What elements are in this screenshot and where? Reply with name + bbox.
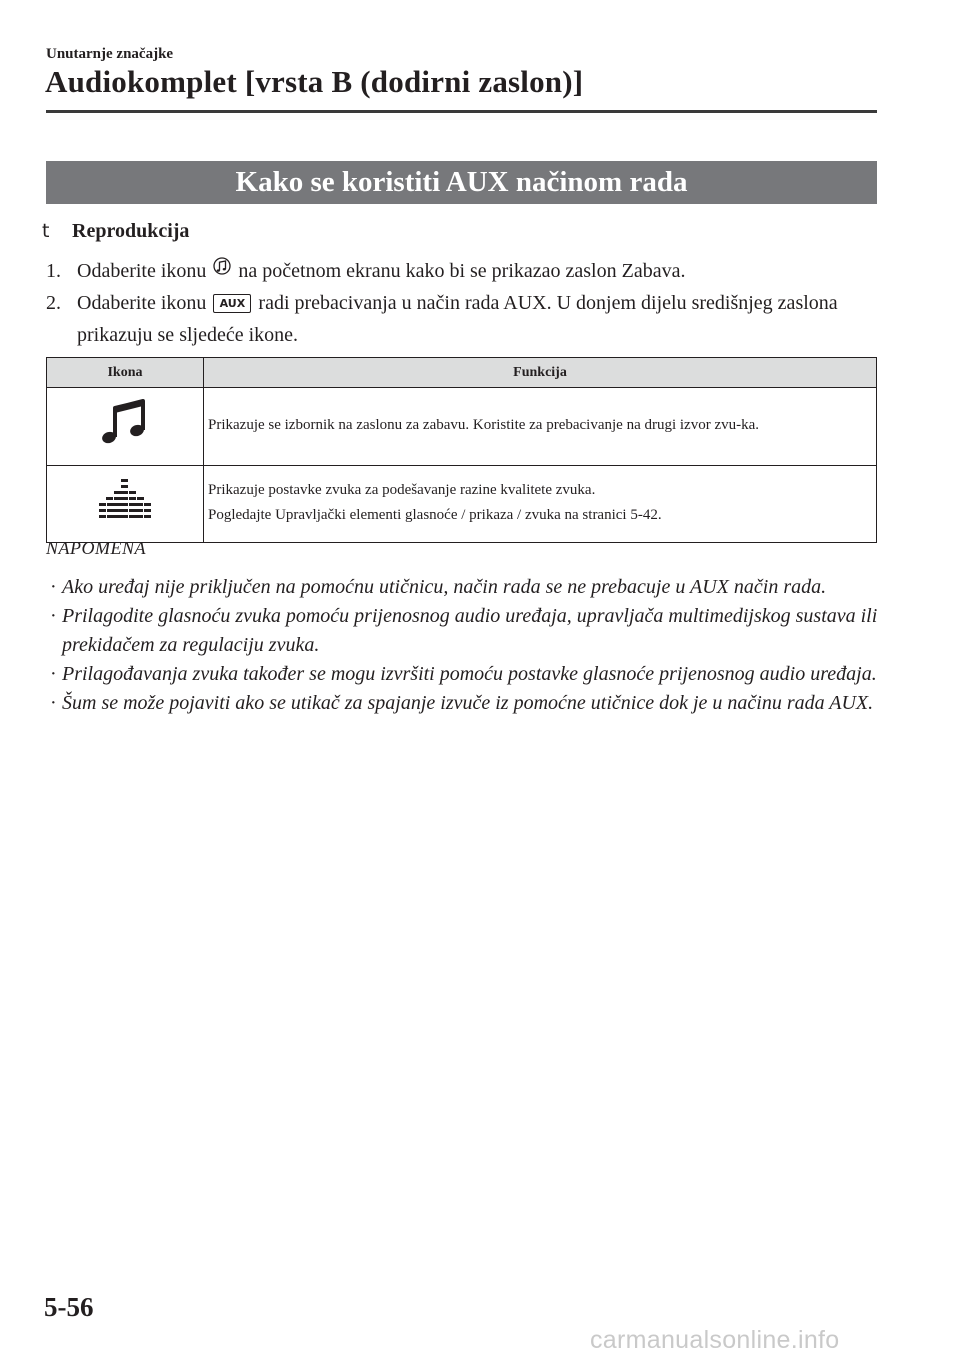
watermark: carmanualsonline.info xyxy=(590,1326,840,1354)
table-description-line: Pogledajte Upravljački elementi glasnoće / prikaza / zvuka na stranici 5-42. xyxy=(208,507,662,523)
aux-icon: AUX xyxy=(213,294,251,313)
note-text: Prilagođavanja zvuka također se mogu izvršiti pomoću postavke glasnoće prijenosnog audio uređaja. xyxy=(62,663,877,685)
table-description-line: Prikazuje postavke zvuka za podešavanje razine kvalitete zvuka. xyxy=(208,482,596,498)
bullet-dot: · xyxy=(50,605,57,627)
note-item xyxy=(46,573,886,602)
step-text xyxy=(77,287,877,351)
sound-settings-icon xyxy=(98,477,152,523)
page-title: Audiokomplet [vrsta B (dodirni zaslon)] xyxy=(45,64,584,99)
note-heading: NAPOMENA xyxy=(46,538,146,558)
note-text: Ako uređaj nije priključen na pomoćnu utičnicu, način rada se ne prebacuje u AUX način rada. xyxy=(62,576,827,598)
note-text: Šum se može pojaviti ako se utikač za spajanje izvuče iz pomoćne utičnice dok je u načinu rada AUX. xyxy=(62,692,874,714)
step-number: 2. xyxy=(46,292,61,314)
section-banner: Kako se koristiti AUX načinom rada xyxy=(46,161,877,204)
title-divider xyxy=(46,110,877,113)
note-item xyxy=(46,660,886,689)
table-header-icon: Ikona xyxy=(47,358,204,388)
bullet-dot: · xyxy=(50,576,57,598)
table-description-cell xyxy=(204,466,877,543)
step-text xyxy=(77,255,877,287)
step-text-before: Odaberite ikonu xyxy=(77,260,207,282)
section-label: Unutarnje značajke xyxy=(46,46,174,62)
subsection-title: Reprodukcija xyxy=(72,220,190,242)
step-text-after: na početnom ekranu kako bi se prikazao zaslon Zabava. xyxy=(238,260,686,282)
note-item xyxy=(46,602,886,660)
step-text-after: radi prebacivanja u način rada AUX. U donjem dijelu središnjeg zaslona prikazuju se sljedeće ikone. xyxy=(77,292,838,346)
note-list xyxy=(46,573,886,718)
table-header-row xyxy=(47,358,877,388)
table-header-function: Funkcija xyxy=(204,358,877,388)
note-item xyxy=(46,689,886,718)
table-row xyxy=(47,466,877,543)
step-text-before: Odaberite ikonu xyxy=(77,292,207,314)
table-icon-cell xyxy=(47,388,204,466)
subsection-marker: t xyxy=(42,220,50,242)
bullet-dot: · xyxy=(50,692,57,714)
table-icon-cell xyxy=(47,466,204,543)
step-number: 1. xyxy=(46,260,61,282)
music-note-icon xyxy=(99,396,151,448)
note-text: Prilagodite glasnoću zvuka pomoću prijenosnog audio uređaja, upravljača multimedijskog sustava ili prekidačem za regulaciju zvuka. xyxy=(62,605,878,656)
function-table xyxy=(46,357,877,543)
table-description-cell: Prikazuje se izbornik na zaslonu za zabavu. Koristite za prebacivanje na drugi izvor zvu-ka. xyxy=(204,388,877,466)
page-number: 5-56 xyxy=(44,1292,94,1322)
bullet-dot: · xyxy=(50,663,57,685)
music-note-icon xyxy=(213,257,231,279)
subsection-heading xyxy=(42,220,189,243)
table-row xyxy=(47,388,877,466)
